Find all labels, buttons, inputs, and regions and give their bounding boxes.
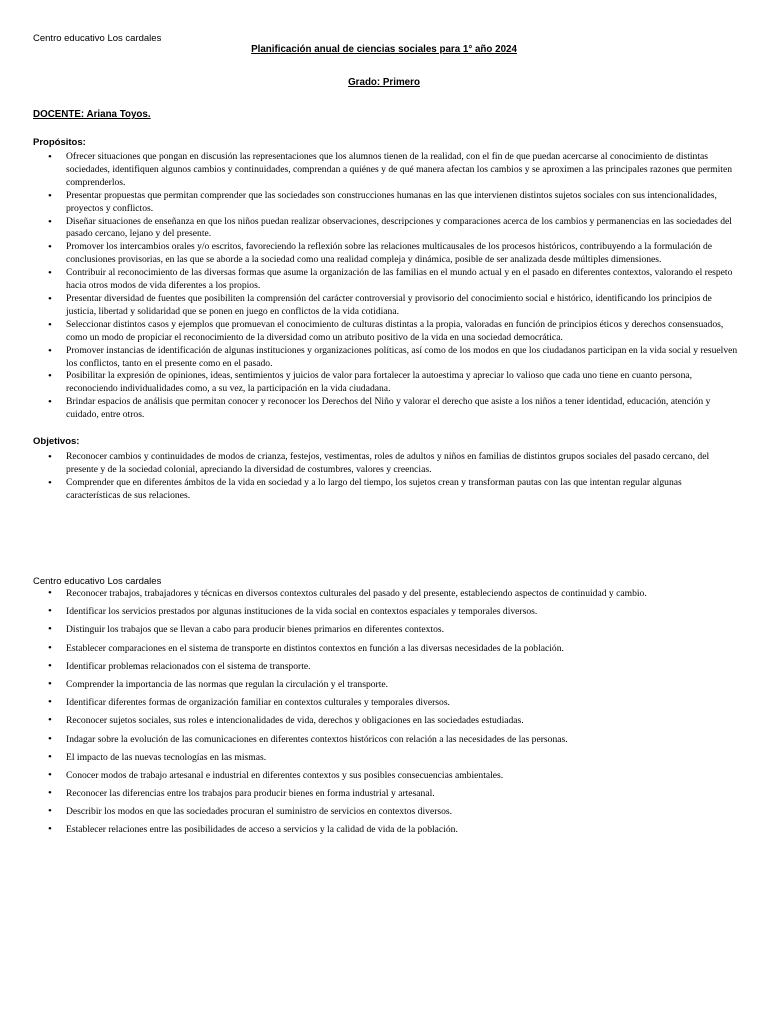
purpose-item: • Brindar espacios de análisis que permitan conocer y reconocer los Derechos del Niño y valorar el derecho que asiste a los niños a tener identidad, educación, atención y cuidado, entre otros. — [48, 396, 738, 422]
purpose-item: • Seleccionar distintos casos y ejemplos que promuevan el conocimiento de culturas distintas a la propia, valoradas en función de principios éticos y derechos consensuados, como un modo de propiciar el reconocimiento de la diversidad como un atributo positivo de la vida en una sociedad democrática. — [48, 319, 738, 345]
objective-item: • Reconocer las diferencias entre los trabajos para producir bienes en forma industrial y artesanal. — [48, 787, 738, 800]
purpose-item: • Promover los intercambios orales y/o escritos, favoreciendo la reflexión sobre las relaciones multicausales de los procesos históricos, contribuyendo a la formulación de conclusiones provisorias, en las que se aborde a la sociedad como una realidad compleja y dinámica, posible de ser analizada desde múltiples dimensiones. — [48, 241, 738, 267]
purpose-item: • Presentar diversidad de fuentes que posibiliten la comprensión del carácter controversial y provisorio del conocimiento social e histórico, identificando los principios de justicia, libertad y solidaridad que se ponen en juego en conflictos de la vida cotidiana. — [48, 293, 738, 319]
objectives-list — [48, 451, 738, 503]
objective-item: • Establecer comparaciones en el sistema de transporte en distintos contextos en función a las diversas necesidades de la población. — [48, 642, 738, 655]
purpose-item: • Posibilitar la expresión de opiniones, ideas, sentimientos y juicios de valor para fortalecer la autoestima y apreciar lo valioso que cada uno tiene en cuanto persona, reconociendo individualidades como, a su vez, la participación en la vida ciudadana. — [48, 370, 738, 396]
objectives-list-page2 — [48, 587, 738, 842]
school-header-page2: Centro educativo Los cardales — [33, 576, 162, 587]
school-header: Centro educativo Los cardales — [33, 33, 162, 44]
objective-item: • Comprender la importancia de las normas que regulan la circulación y el transporte. — [48, 678, 738, 691]
purposes-list — [48, 151, 738, 422]
objective-item: • Describir los modos en que las sociedades procuran el suministro de servicios en contextos diversos. — [48, 805, 738, 818]
objective-item: • El impacto de las nuevas tecnologías en las mismas. — [48, 751, 738, 764]
document-title: Planificación anual de ciencias sociales para 1° año 2024 — [251, 44, 517, 55]
objective-item: • Reconocer cambios y continuidades de modos de crianza, festejos, vestimentas, roles de adultos y niños en familias de distintos grupos sociales del pasado cercano, del presente y de la sociedad colonial, apreciando la diversidad de costumbres, valores y creencias. — [48, 451, 738, 477]
objective-item: • Reconocer trabajos, trabajadores y técnicas en diversos contextos culturales del pasado y del presente, estableciendo aspectos de continuidad y cambio. — [48, 587, 738, 600]
objective-item: • Establecer relaciones entre las posibilidades de acceso a servicios y la calidad de vida de la población. — [48, 823, 738, 836]
objective-item: • Identificar diferentes formas de organización familiar en contextos culturales y temporales diversos. — [48, 696, 738, 709]
teacher-heading: DOCENTE: Ariana Toyos. — [33, 109, 151, 120]
objective-item: • Indagar sobre la evolución de las comunicaciones en diferentes contextos históricos con relación a las necesidades de las personas. — [48, 733, 738, 746]
purposes-label: Propósitos: — [33, 137, 86, 148]
purpose-item: • Contribuir al reconocimiento de las diversas formas que asume la organización de las familias en el mundo actual y en el pasado en diferentes contextos, valorando el respeto hacia otros modos de vida diferentes a los propios. — [48, 267, 738, 293]
grade-heading: Grado: Primero — [348, 77, 420, 88]
objective-item: • Conocer modos de trabajo artesanal e industrial en diferentes contextos y sus posibles consecuencias ambientales. — [48, 769, 738, 782]
objective-item: • Comprender que en diferentes ámbitos de la vida en sociedad y a lo largo del tiempo, los sujetos crean y transforman pautas con las que intentan regular algunas características de sus relaciones. — [48, 477, 738, 503]
purpose-item: • Promover instancias de identificación de algunas instituciones y organizaciones políticas, así como de los modos en que los ciudadanos participan en la vida social y resuelven los conflictos, tanto en el presente como en el pasado. — [48, 345, 738, 371]
objective-item: • Distinguir los trabajos que se llevan a cabo para producir bienes primarios en diferentes contextos. — [48, 623, 738, 636]
objective-item: • Identificar los servicios prestados por algunas instituciones de la vida social en contextos espaciales y temporales diversos. — [48, 605, 738, 618]
objective-item: • Identificar problemas relacionados con el sistema de transporte. — [48, 660, 738, 673]
purpose-item: • Ofrecer situaciones que pongan en discusión las representaciones que los alumnos tienen de la realidad, con el fin de que puedan acercarse al conocimiento de distintas sociedades, identifiquen algunos cambios y continuidades, comprendan a quiénes y de qué manera afectan los cambios y se aproximen a las principales razones que permiten comprenderlos. — [48, 151, 738, 190]
purpose-item: • Presentar propuestas que permitan comprender que las sociedades son construcciones humanas en las que intervienen distintos sujetos sociales con sus intencionalidades, proyectos y conflictos. — [48, 190, 738, 216]
objectives-label: Objetivos: — [33, 436, 80, 447]
objective-item: • Reconocer sujetos sociales, sus roles e intencionalidades de vida, derechos y obligaciones en las sociedades estudiadas. — [48, 714, 738, 727]
purpose-item: • Diseñar situaciones de enseñanza en que los niños puedan realizar observaciones, descripciones y comparaciones acerca de los cambios y permanencias en las sociedades del pasado cercano, lejano y del presente. — [48, 216, 738, 242]
